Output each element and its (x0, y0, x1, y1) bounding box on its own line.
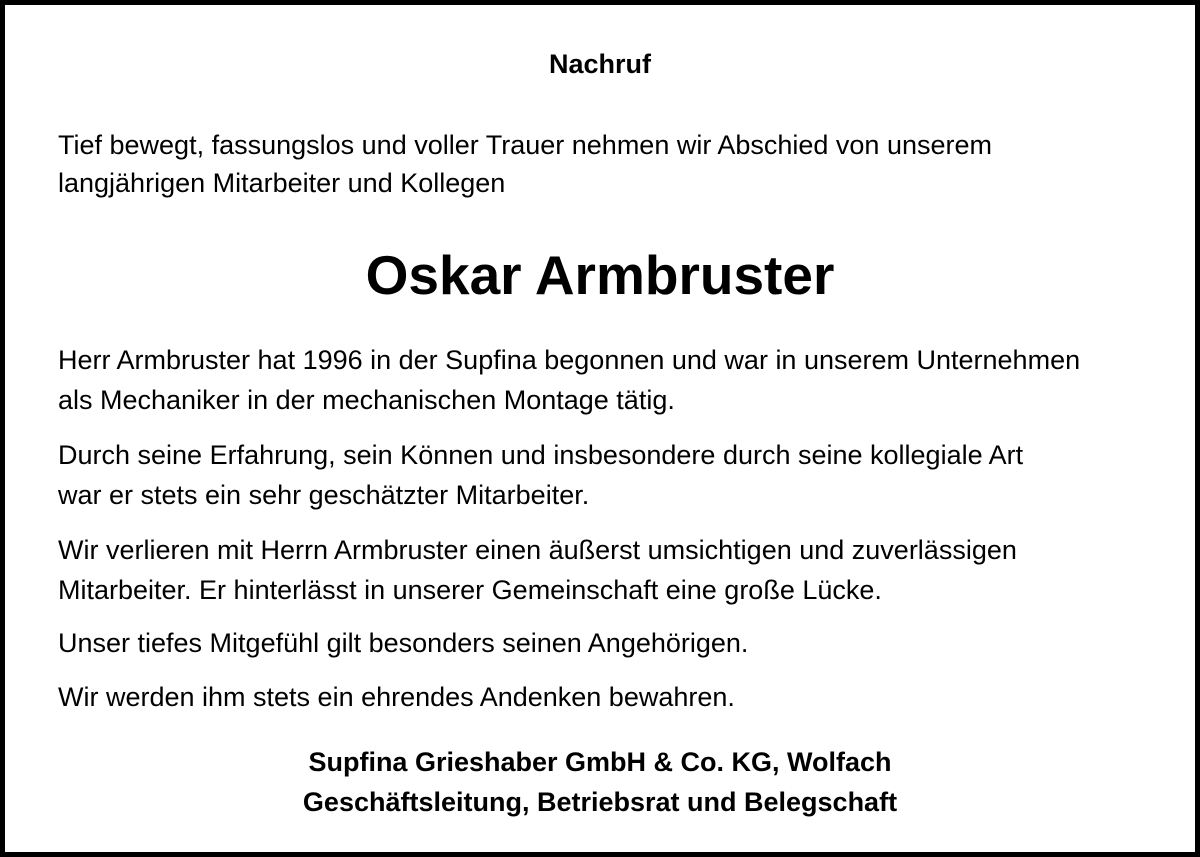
paragraph-line: Mitarbeiter. Er hinterlässt in unserer Gemeinschaft eine große Lücke. (58, 575, 882, 605)
paragraph-line: Unser tiefes Mitgefühl gilt besonders seinen Angehörigen. (58, 628, 749, 658)
paragraph-line: Wir verlieren mit Herrn Armbruster einen äußerst umsichtigen und zuverlässigen (58, 535, 1017, 565)
intro-line: langjährigen Mitarbeiter und Kollegen (58, 168, 506, 198)
signature-groups: Geschäftsleitung, Betriebsrat und Belegschaft (302, 787, 898, 817)
paragraph-line: Durch seine Erfahrung, sein Können und insbesondere durch seine kollegiale Art (58, 440, 1024, 470)
deceased-name: Oskar Armbruster (365, 244, 835, 306)
paragraph-line: Wir werden ihm stets ein ehrendes Andenken bewahren. (58, 682, 735, 712)
intro-line: Tief bewegt, fassungslos und voller Trauer nehmen wir Abschied von unserem (58, 130, 992, 160)
signature-company: Supfina Grieshaber GmbH & Co. KG, Wolfach (308, 747, 892, 777)
paragraph-appreciation (58, 435, 1178, 515)
paragraph-line: war er stets ein sehr geschätzter Mitarbeiter. (58, 480, 590, 510)
paragraph-line: als Mechaniker in der mechanischen Montage tätig. (58, 385, 675, 415)
notice-heading: Nachruf (548, 49, 651, 79)
intro-text (58, 126, 1158, 202)
paragraph-condolence (58, 623, 1178, 663)
paragraph-loss (58, 530, 1178, 610)
paragraph-career (58, 340, 1178, 420)
paragraph-remembrance (58, 677, 1178, 717)
paragraph-line: Herr Armbruster hat 1996 in der Supfina begonnen und war in unserem Unternehmen (58, 345, 1081, 375)
signature-block (5, 742, 1195, 822)
